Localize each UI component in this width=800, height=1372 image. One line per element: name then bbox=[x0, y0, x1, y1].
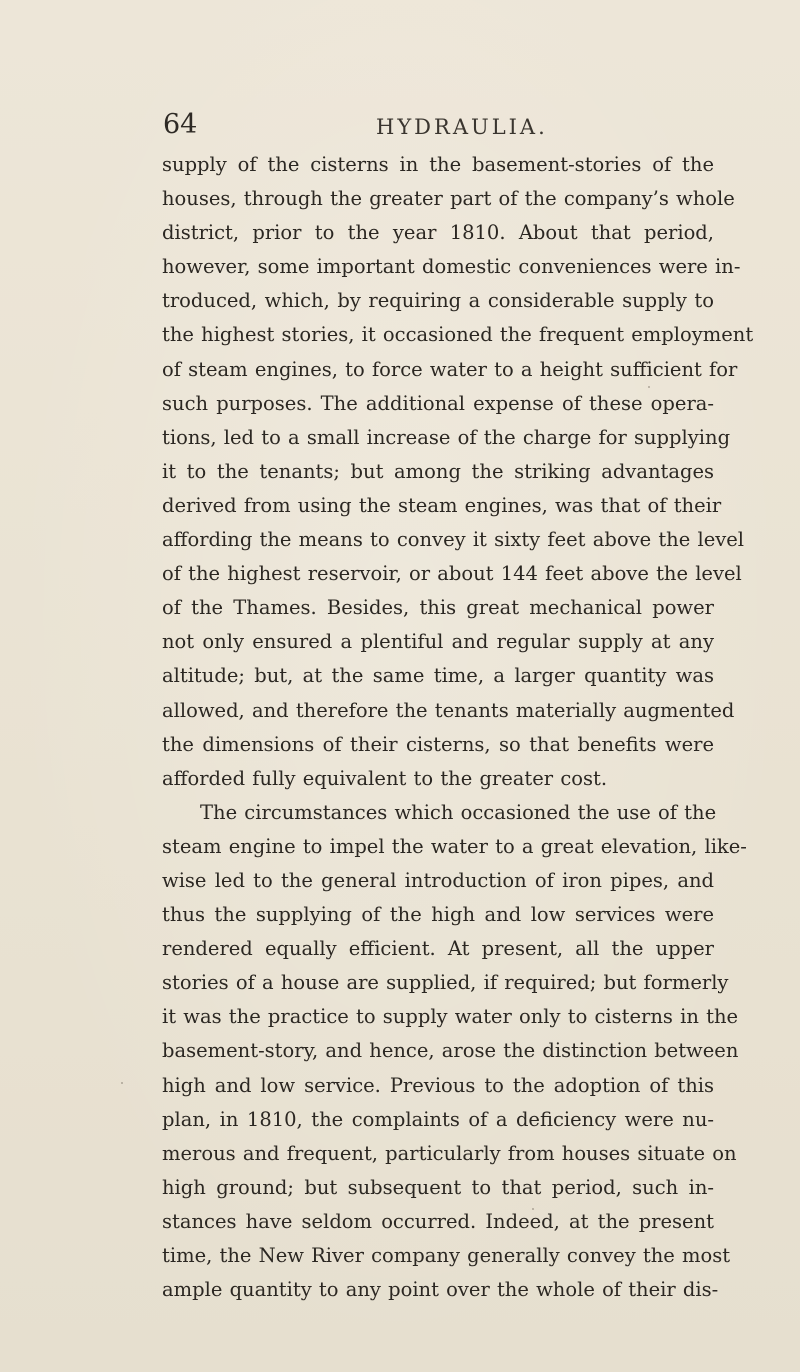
text-line: houses, through the greater part of the company’s whole bbox=[162, 187, 735, 211]
text-line: high ground; but subsequent to that period, such in- bbox=[162, 1175, 714, 1199]
text-line: however, some important domestic conveniences were in- bbox=[162, 255, 741, 279]
text-line: the dimensions of their cisterns, so that benefits were bbox=[162, 732, 714, 756]
text-line: stances have seldom occurred. Indeed, at the present bbox=[162, 1209, 714, 1233]
text-line: high and low service. Previous to the adoption of this bbox=[162, 1073, 714, 1097]
page-number: 64 bbox=[163, 109, 198, 140]
text-line: affording the means to convey it sixty feet above the level bbox=[162, 528, 745, 552]
text-line: steam engine to impel the water to a great elevation, like- bbox=[162, 834, 747, 858]
text-line: The circumstances which occasioned the use of the bbox=[200, 800, 717, 824]
text-line: of the Thames. Besides, this great mechanical power bbox=[162, 596, 714, 620]
text-line: stories of a house are supplied, if required; but formerly bbox=[162, 971, 729, 995]
text-line: the highest stories, it occasioned the frequent employment bbox=[162, 323, 754, 347]
paper-speck bbox=[648, 386, 650, 388]
text-line: altitude; but, at the same time, a larger quantity was bbox=[162, 664, 714, 688]
paper-speck bbox=[532, 1208, 534, 1210]
text-line: basement-story, and hence, arose the distinction between bbox=[162, 1039, 739, 1063]
paper-speck bbox=[121, 1082, 123, 1084]
text-line: district, prior to the year 1810. About that period, bbox=[162, 221, 714, 245]
page-header bbox=[0, 108, 800, 142]
text-line: rendered equally efficient. At present, all the upper bbox=[162, 937, 714, 961]
text-line: thus the supplying of the high and low services were bbox=[162, 903, 714, 927]
text-line: merous and frequent, particularly from houses situate on bbox=[162, 1141, 737, 1165]
body-text bbox=[162, 148, 754, 1307]
text-line: of the highest reservoir, or about 144 feet above the level bbox=[162, 562, 742, 586]
running-title: HYDRAULIA. bbox=[376, 115, 548, 139]
paragraph-1 bbox=[162, 148, 754, 796]
text-line: afforded fully equivalent to the greater cost. bbox=[162, 766, 608, 790]
text-line: tions, led to a small increase of the charge for supplying bbox=[162, 425, 731, 449]
text-line: of steam engines, to force water to a height sufficient for bbox=[162, 357, 738, 381]
text-line: ample quantity to any point over the whole of their dis- bbox=[162, 1278, 719, 1302]
text-line: wise led to the general introduction of iron pipes, and bbox=[162, 868, 714, 892]
text-line: it to the tenants; but among the striking advantages bbox=[162, 459, 714, 483]
text-line: supply of the cisterns in the basement-stories of the bbox=[162, 153, 714, 176]
text-line: troduced, which, by requiring a considerable supply to bbox=[162, 289, 714, 313]
text-line: allowed, and therefore the tenants materially augmented bbox=[162, 698, 735, 722]
text-line: derived from using the steam engines, was that of their bbox=[162, 493, 722, 517]
paragraph-2 bbox=[162, 796, 747, 1307]
text-line: not only ensured a plentiful and regular supply at any bbox=[162, 630, 714, 654]
text-line: it was the practice to supply water only to cisterns in the bbox=[162, 1005, 739, 1029]
text-line: such purposes. The additional expense of these opera- bbox=[162, 391, 714, 415]
text-line: plan, in 1810, the complaints of a deficiency were nu- bbox=[162, 1107, 714, 1131]
text-line: time, the New River company generally convey the most bbox=[162, 1244, 731, 1267]
